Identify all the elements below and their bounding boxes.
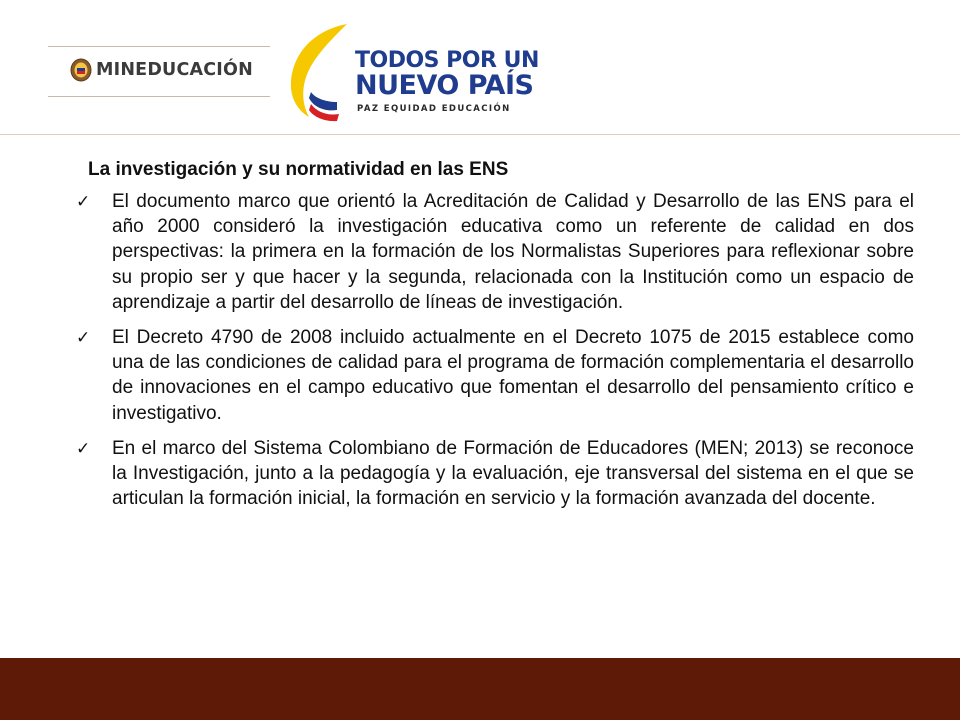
logo-divider-bottom bbox=[48, 96, 270, 97]
slogan-line-1: TODOS POR UN bbox=[355, 48, 539, 73]
mineducacion-logo-text: MINEDUCACIÓN bbox=[96, 60, 253, 80]
bullet-text: En el marco del Sistema Colombiano de Formación de Educadores (MEN; 2013) se reconoce la Investigación, junto a la pedagogía y la evaluación, eje transversal del sistema en el que se articulan la formación inicial, la formación en servicio y la formación avanzada del docente. bbox=[112, 437, 914, 510]
todos-por-un-nuevo-pais-logo bbox=[285, 22, 539, 122]
slide-header bbox=[0, 0, 960, 135]
slide-title: La investigación y su normatividad en las ENS bbox=[88, 159, 509, 180]
bullet-text: El Decreto 4790 de 2008 incluido actualmente en el Decreto 1075 de 2015 establece como una de las condiciones de calidad para el programa de formación complementaria el desarrollo de innovaciones en el campo educativo que fomentan el desarrollo del pensamiento crítico e investigativo. bbox=[112, 327, 914, 424]
checkmark-icon: ✓ bbox=[76, 438, 91, 459]
bullet-item bbox=[76, 436, 914, 512]
slogan-line-2: NUEVO PAÍS bbox=[355, 70, 534, 101]
footer-bar bbox=[0, 658, 960, 720]
bullet-list bbox=[76, 189, 914, 511]
flag-swoosh-icon bbox=[285, 22, 355, 122]
slide-content bbox=[76, 157, 914, 521]
mineducacion-logo bbox=[48, 46, 270, 98]
checkmark-icon: ✓ bbox=[76, 328, 91, 349]
bullet-text: El documento marco que orientó la Acreditación de Calidad y Desarrollo de las ENS para el año 2000 consideró la investigación educativa como un referente de calidad en dos perspectivas: la primera en la formación de los Normalistas Superiores para reflexionar sobre su propio ser y que hacer y la segunda, relacionada con la Institución como un espacio de aprendizaje a partir del desarrollo de líneas de investigación. bbox=[112, 191, 914, 313]
logo-divider-top bbox=[48, 46, 270, 47]
coat-of-arms-icon bbox=[70, 58, 92, 82]
header-divider bbox=[0, 134, 960, 135]
checkmark-icon: ✓ bbox=[76, 192, 91, 212]
bullet-item bbox=[76, 189, 914, 315]
bullet-item bbox=[76, 325, 914, 426]
slogan-tagline: PAZ EQUIDAD EDUCACIÓN bbox=[357, 104, 511, 114]
